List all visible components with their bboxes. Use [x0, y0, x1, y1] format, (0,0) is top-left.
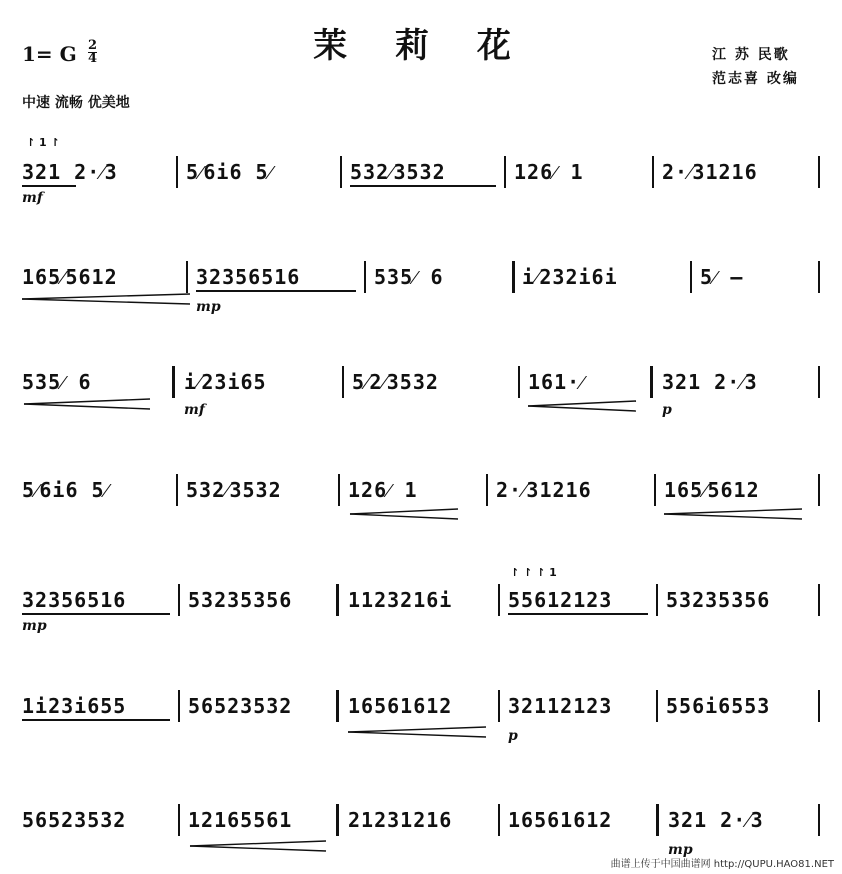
- measure: 5⁄2⁄3532: [352, 370, 439, 394]
- barline: [336, 690, 339, 722]
- barline: [504, 156, 506, 188]
- barline: [178, 584, 180, 616]
- barline: [178, 690, 180, 722]
- measure: 535⁄ 6: [22, 370, 92, 394]
- barline: [486, 474, 488, 506]
- barline: [656, 584, 658, 616]
- measure: 12165561: [188, 808, 293, 832]
- measure: 321 2·⁄3: [662, 370, 758, 394]
- measure: 165⁄5612: [664, 478, 760, 502]
- measure: 16561612: [508, 808, 613, 832]
- barline: [512, 261, 515, 293]
- barline: [818, 156, 820, 188]
- measure: 5⁄6i6 5⁄: [22, 478, 109, 502]
- measure: 321 2·⁄3: [22, 160, 118, 184]
- decrescendo-hairpin: [664, 508, 804, 520]
- crescendo-hairpin: [348, 508, 460, 520]
- measure: 55612123: [508, 588, 613, 612]
- beam-line: [508, 613, 648, 615]
- measure: 126⁄ 1: [514, 160, 584, 184]
- measure: 16561612: [348, 694, 453, 718]
- barline: [818, 261, 820, 293]
- key-signature: 1= G: [22, 42, 77, 66]
- barline: [342, 366, 344, 398]
- beam-line: [196, 290, 356, 292]
- barline: [498, 584, 500, 616]
- decrescendo-hairpin: [348, 726, 488, 738]
- measure: 556i6553: [666, 694, 771, 718]
- measure: 161·⁄: [528, 370, 585, 394]
- measure: 532⁄3532: [350, 160, 446, 184]
- barline: [518, 366, 520, 398]
- page-title: 茉 莉 花: [313, 26, 529, 66]
- measure: 32112123: [508, 694, 613, 718]
- measure: 53235356: [188, 588, 293, 612]
- credit-arranger: 范志喜 改编: [712, 71, 799, 87]
- measure: 321 2·⁄3: [668, 808, 764, 832]
- measure: 32356516: [196, 265, 301, 289]
- measure: i⁄232i6i: [522, 265, 618, 289]
- measure: i⁄23i65: [184, 370, 267, 394]
- barline: [656, 804, 659, 836]
- beam-line: [350, 185, 496, 187]
- measure: 56523532: [22, 808, 127, 832]
- dynamic-marking: mp: [22, 618, 47, 634]
- decrescendo-hairpin: [22, 293, 192, 305]
- watermark-footer: 曲谱上传于中国曲谱网 http://QUPU.HAO81.NET: [610, 859, 834, 870]
- dynamic-marking: mp: [668, 842, 693, 858]
- beam-line: [22, 613, 170, 615]
- barline: [336, 804, 339, 836]
- barline: [498, 804, 500, 836]
- measure: 126⁄ 1: [348, 478, 418, 502]
- dynamic-marking: mp: [196, 299, 221, 315]
- measure: 1i23i655: [22, 694, 127, 718]
- crescendo-hairpin: [188, 840, 328, 852]
- barline: [338, 474, 340, 506]
- measure: 2·⁄31216: [662, 160, 758, 184]
- ornament-marks: ↾ ↾ ↾ 1: [510, 566, 557, 579]
- time-signature-top: 2: [88, 38, 98, 53]
- beam-line: [22, 719, 170, 721]
- time-signature: [88, 40, 97, 65]
- dynamic-marking: p: [662, 402, 672, 418]
- barline: [650, 366, 653, 398]
- tempo-marking: 中速 流畅 优美地: [22, 95, 130, 111]
- credit-origin: 江 苏 民歌: [712, 47, 790, 63]
- barline: [336, 584, 339, 616]
- barline: [176, 474, 178, 506]
- barline: [172, 366, 175, 398]
- time-signature-bottom: 4: [88, 51, 98, 66]
- measure: 32356516: [22, 588, 127, 612]
- barline: [340, 156, 342, 188]
- dynamic-marking: p: [508, 728, 518, 744]
- barline: [498, 690, 500, 722]
- barline: [818, 584, 820, 616]
- measure: 21231216: [348, 808, 453, 832]
- barline: [690, 261, 692, 293]
- measure: 165⁄5612: [22, 265, 118, 289]
- measure: 1123216i: [348, 588, 453, 612]
- measure: 53235356: [666, 588, 771, 612]
- measure: 56523532: [188, 694, 293, 718]
- barline: [654, 474, 656, 506]
- dynamic-marking: mf: [184, 402, 205, 418]
- measure: 532⁄3532: [186, 478, 282, 502]
- barline: [364, 261, 366, 293]
- barline: [818, 690, 820, 722]
- barline: [656, 690, 658, 722]
- barline: [818, 474, 820, 506]
- beam-line: [22, 185, 76, 187]
- measure: 5⁄6i6 5⁄: [186, 160, 273, 184]
- decrescendo-hairpin: [528, 400, 638, 412]
- measure: 2·⁄31216: [496, 478, 592, 502]
- barline: [818, 804, 820, 836]
- dynamic-marking: mf: [22, 190, 43, 206]
- measure: 535⁄ 6: [374, 265, 444, 289]
- barline: [818, 366, 820, 398]
- barline: [178, 804, 180, 836]
- crescendo-hairpin: [22, 398, 152, 410]
- barline: [652, 156, 654, 188]
- ornament-marks: ↾ 1 ↾: [26, 136, 60, 149]
- barline: [186, 261, 188, 293]
- barline: [176, 156, 178, 188]
- measure: 5⁄ —: [700, 265, 744, 289]
